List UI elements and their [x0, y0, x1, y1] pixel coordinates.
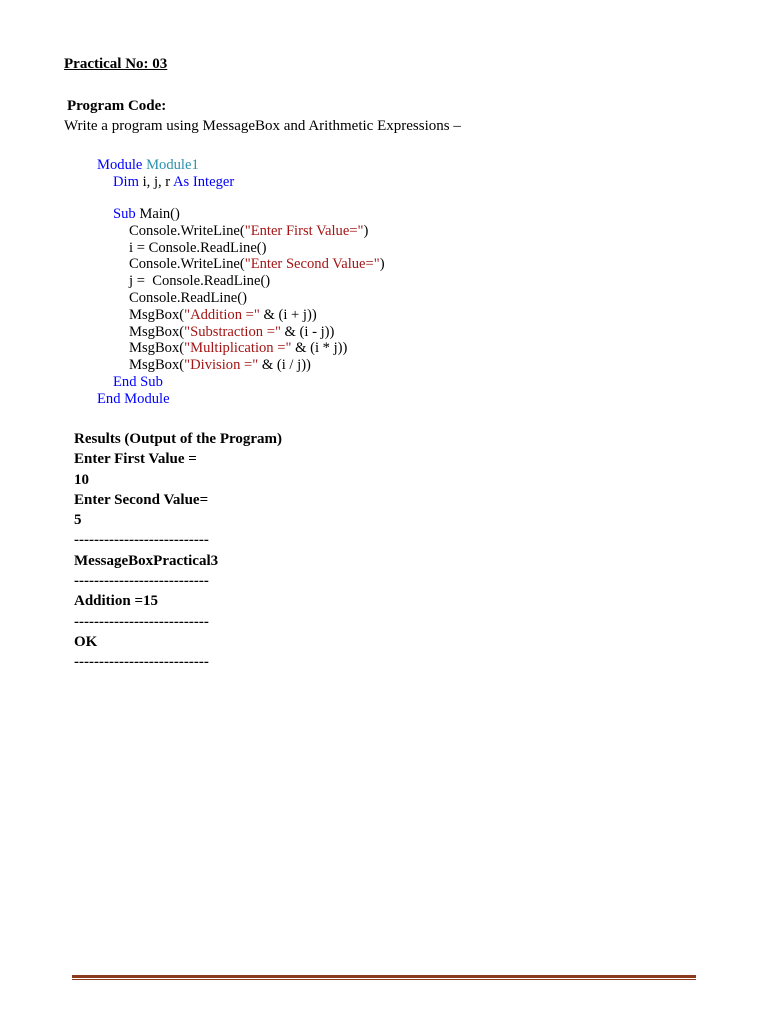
code-text: ) — [379, 256, 385, 273]
result-line: Addition =15 — [74, 593, 158, 610]
program-code-heading: Program Code: — [67, 98, 167, 114]
code-line — [97, 223, 385, 240]
code-keyword: Integer — [192, 173, 235, 190]
code-line — [97, 240, 385, 257]
results-output — [74, 429, 282, 673]
code-line — [97, 273, 385, 290]
code-line — [97, 307, 385, 324]
code-line — [97, 374, 385, 391]
code-text: Console.WriteLine( — [129, 222, 245, 239]
code-text: MsgBox( — [129, 306, 185, 323]
result-line: MessageBoxPractical3 — [74, 552, 219, 569]
result-line: Enter First Value = — [74, 451, 197, 468]
results-heading: Results (Output of the Program) — [74, 431, 283, 447]
code-text: & (i - j)) — [280, 323, 335, 340]
result-line: Enter Second Value= — [74, 491, 209, 508]
code-keyword: End — [97, 390, 121, 407]
code-line — [97, 340, 385, 357]
code-line — [97, 357, 385, 374]
code-text: Main() — [135, 206, 180, 223]
code-text: ) — [363, 222, 369, 239]
code-text: MsgBox( — [129, 323, 185, 340]
code-text: & (i + j)) — [259, 306, 317, 323]
code-string-literal: "Addition =" — [184, 306, 260, 323]
code-text: i = Console.ReadLine() — [129, 239, 267, 256]
code-string-literal: "Substraction =" — [184, 323, 281, 340]
code-text: & (i * j)) — [291, 340, 348, 357]
code-keyword: Module — [124, 390, 170, 407]
code-line — [97, 290, 385, 307]
code-text: & (i / j)) — [258, 357, 311, 374]
result-line: --------------------------- — [74, 532, 209, 549]
code-string-literal: "Enter First Value=" — [244, 222, 364, 239]
code-type-name: Module1 — [146, 157, 199, 173]
code-text: MsgBox( — [129, 357, 185, 374]
result-line: 10 — [74, 471, 89, 488]
code-listing — [97, 157, 385, 408]
code-line — [97, 391, 385, 408]
code-keyword: As — [173, 173, 190, 190]
code-keyword: End — [113, 374, 137, 391]
code-keyword: Module — [97, 157, 143, 173]
practical-title: Practical No: 03 — [64, 56, 168, 72]
result-line: --------------------------- — [74, 654, 209, 671]
code-line — [97, 157, 385, 174]
code-text: Console.ReadLine() — [129, 290, 247, 307]
code-text: MsgBox( — [129, 340, 185, 357]
code-line — [97, 256, 385, 273]
result-line: 5 — [74, 512, 82, 529]
code-line — [97, 206, 385, 223]
code-text: Console.WriteLine( — [129, 256, 245, 273]
task-description: Write a program using MessageBox and Arithmetic Expressions – — [64, 118, 461, 134]
result-line: --------------------------- — [74, 573, 209, 590]
footer-rule — [72, 975, 696, 980]
code-string-literal: "Division =" — [184, 357, 259, 374]
result-line: --------------------------- — [74, 613, 209, 630]
code-string-literal: "Enter Second Value=" — [244, 256, 380, 273]
code-text: j = Console.ReadLine() — [129, 273, 271, 290]
code-keyword: Dim — [113, 173, 139, 190]
code-line — [97, 174, 385, 191]
code-line — [97, 324, 385, 341]
result-line: OK — [74, 633, 98, 650]
code-keyword: Sub — [113, 206, 136, 223]
code-line — [97, 191, 385, 207]
code-string-literal: "Multiplication =" — [184, 340, 292, 357]
code-keyword: Sub — [140, 374, 163, 391]
code-text: i, j, r — [138, 173, 174, 190]
